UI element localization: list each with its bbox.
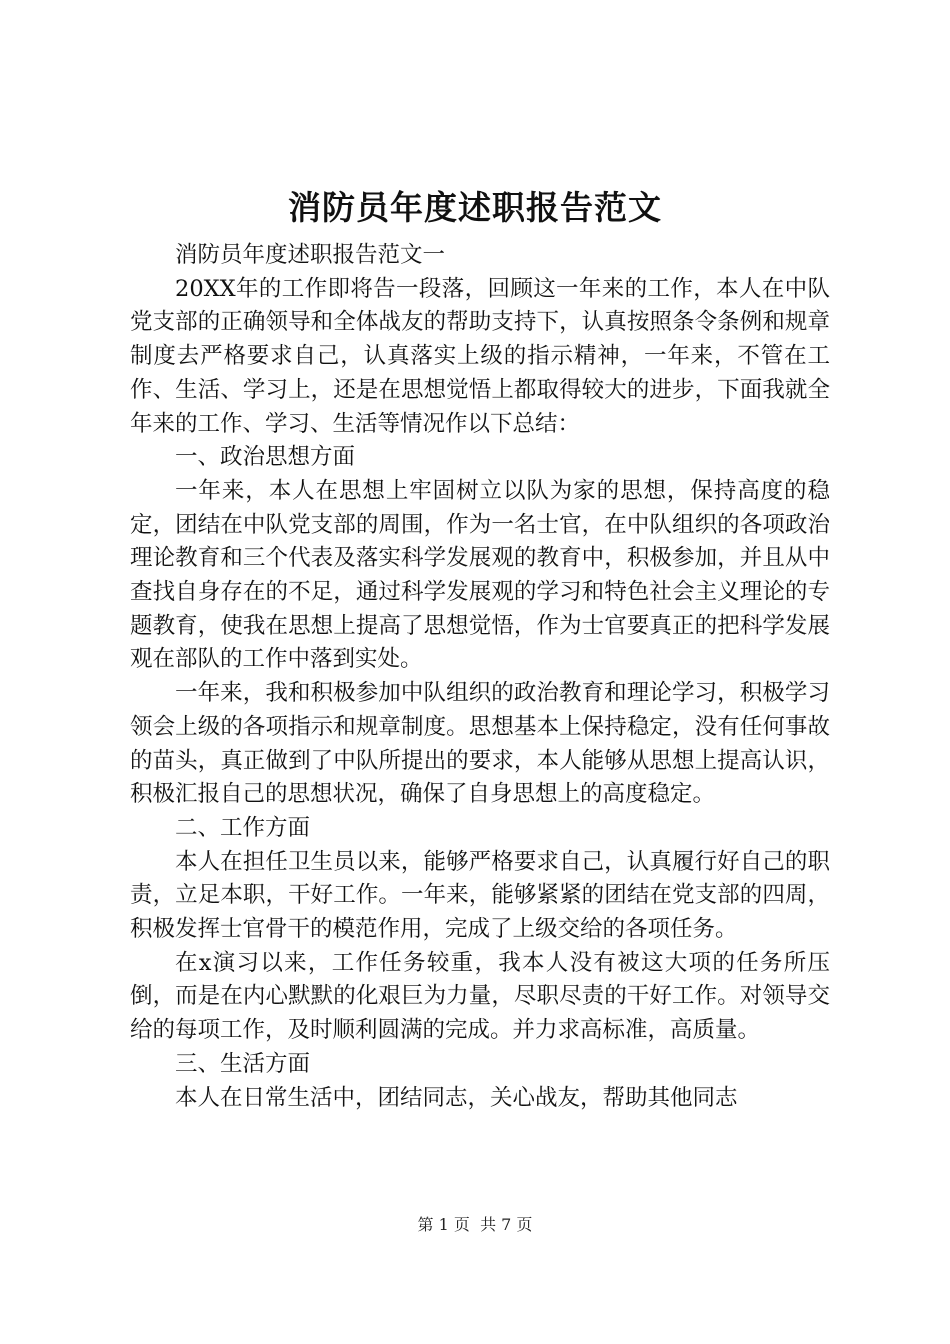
paragraph-work-2: 在x演习以来，工作任务较重，我本人没有被这大项的任务所压倒，而是在内心默默的化艰巨为力量，尽职尽责的干好工作。对领导交给的每项工作，及时顺利圆满的完成。并力求高标准，高质量。 [130, 949, 830, 1044]
paragraph-political-1: 一年来，本人在思想上牢固树立以队为家的思想，保持高度的稳定，团结在中队党支部的周围，作为一名士官，在中队组织的各项政治理论教育和三个代表及落实科学发展观的教育中，积极参加，并且从中查找自身存在的不足，通过科学发展观的学习和特色社会主义理论的专题教育，使我在思想上提高了思想觉悟，作为士官要真正的把科学发展观在部队的工作中落到实处。 [130, 477, 830, 673]
section-heading-work: 二、工作方面 [175, 814, 311, 841]
paragraph-subtitle: 消防员年度述职报告范文一 [175, 242, 446, 268]
paragraph-intro: 20XX年的工作即将告一段落，回顾这一年来的工作，本人在中队党支部的正确领导和全体战友的帮助支持下，认真按照条令条例和规章制度去严格要求自己，认真落实上级的指示精神，一年来，不管在工作、生活、学习上，还是在思想觉悟上都取得较大的进步，下面我就全年来的工作、学习、生活等情况作以下总结： [130, 275, 830, 437]
page-number-footer: 第 1 页 共 7 页 [417, 1215, 533, 1234]
paragraph-life-1: 本人在日常生活中，团结同志，关心战友，帮助其他同志 [175, 1084, 738, 1111]
document-title: 消防员年度述职报告范文 [288, 188, 662, 227]
paragraph-political-2: 一年来，我和积极参加中队组织的政治教育和理论学习，积极学习领会上级的各项指示和规章制度。思想基本上保持稳定，没有任何事故的苗头，真正做到了中队所提出的要求，本人能够从思想上提高认识，积极汇报自己的思想状况，确保了自身思想上的高度稳定。 [130, 680, 830, 808]
section-heading-political: 一、政治思想方面 [175, 444, 356, 471]
section-heading-life: 三、生活方面 [175, 1050, 311, 1077]
paragraph-work-1: 本人在担任卫生员以来，能够严格要求自己，认真履行好自己的职责，立足本职，干好工作。一年来，能够紧紧的团结在党支部的四周，积极发挥士官骨干的模范作用，完成了上级交给的各项任务。 [130, 848, 830, 943]
document-body [130, 239, 830, 1115]
